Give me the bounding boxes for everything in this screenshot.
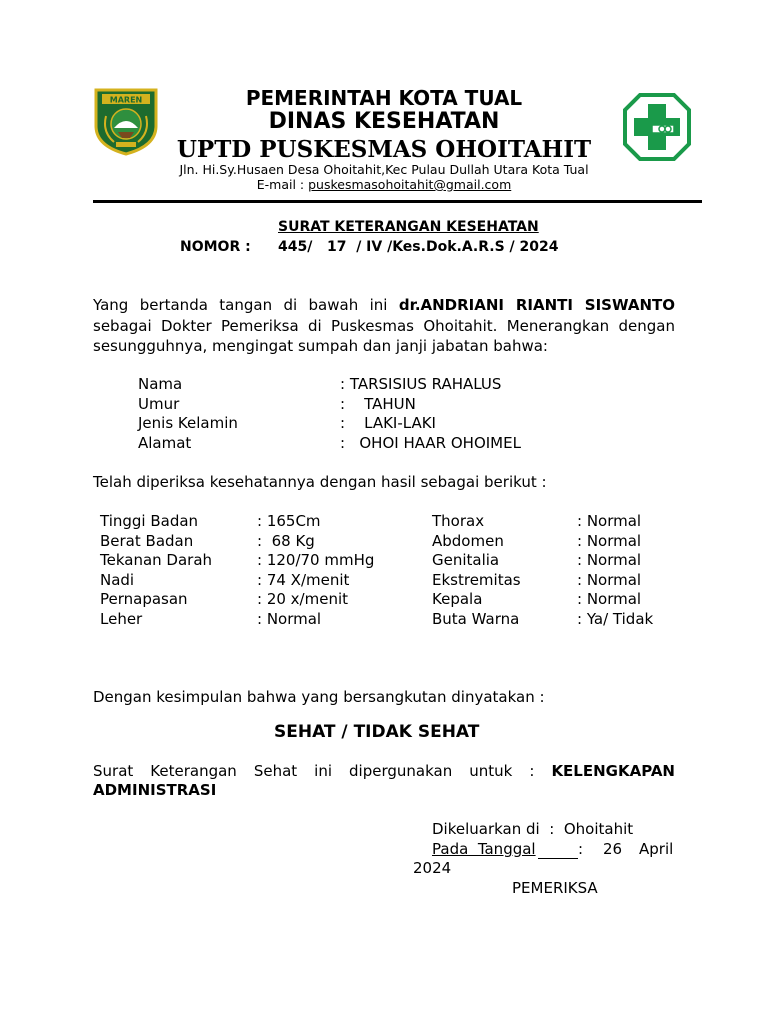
exam-value-abdomen: : Normal [577, 532, 642, 550]
signer-title: PEMERIKSA [512, 879, 598, 897]
exam-label-blood-pressure: Tekanan Darah [100, 551, 213, 569]
identity-label-gender: Jenis Kelamin [138, 414, 238, 432]
exam-value-blood-pressure: : 120/70 mmHg [257, 551, 375, 569]
conclusion-status: SEHAT / TIDAK SEHAT [274, 722, 480, 742]
identity-value-name: : TARSISIUS RAHALUS [340, 375, 502, 393]
purpose-bold-2: ADMINISTRASI [93, 781, 217, 799]
address-line: Jln. Hi.Sy.Husaen Desa Ohoitahit,Kec Pulau Dullah Utara Kota Tual [179, 162, 589, 177]
date-year: 2024 [413, 859, 452, 877]
purpose-bold-1: KELENGKAPAN [551, 762, 675, 780]
nomor-value: 445/ 17 / IV /Kes.Dok.A.R.S / 2024 [278, 239, 559, 255]
doctor-name: dr.ANDRIANI RIANTI SISWANTO [398, 296, 675, 314]
purpose-line-1 [93, 762, 675, 780]
exam-value-respiration: : 20 x/menit [257, 590, 349, 608]
exam-intro: Telah diperiksa kesehatannya dengan hasil sebagai berikut : [93, 473, 547, 491]
intro-text: Yang bertanda tangan di bawah ini [93, 296, 388, 314]
exam-value-head: : Normal [577, 590, 642, 608]
date-month: April [639, 840, 674, 858]
government-name: PEMERINTAH KOTA TUAL [245, 86, 523, 110]
identity-label-name: Nama [138, 375, 183, 393]
exam-label-abdomen: Abdomen [432, 532, 504, 550]
date-label: Pada Tanggal [432, 840, 536, 858]
exam-value-color-blindness: : Ya/ Tidak [577, 610, 654, 628]
header-divider [93, 200, 702, 203]
date-underline-gap [538, 840, 578, 859]
identity-value-gender: : LAKI-LAKI [340, 414, 436, 432]
exam-label-respiration: Pernapasan [100, 590, 188, 608]
exam-value-pulse: : 74 X/menit [257, 571, 350, 589]
date-line [413, 840, 675, 860]
exam-label-genitalia: Genitalia [432, 551, 500, 569]
exam-label-pulse: Nadi [100, 571, 135, 589]
exam-value-extremities: : Normal [577, 571, 642, 589]
document-title: SURAT KETERANGAN KESEHATAN [278, 219, 539, 235]
exam-label-color-blindness: Buta Warna [432, 610, 520, 628]
intro-line-3: sesungguhnya, mengingat sumpah dan janji jabatan bahwa: [93, 337, 548, 355]
nomor-label: NOMOR : [180, 239, 251, 255]
identity-value-age: : TAHUN [340, 395, 416, 413]
intro-line-2: sebagai Dokter Pemeriksa di Puskesmas Ohoitahit. Menerangkan dengan [93, 317, 675, 335]
identity-label-age: Umur [138, 395, 180, 413]
conclusion-intro: Dengan kesimpulan bahwa yang bersangkutan dinyatakan : [93, 688, 545, 706]
logo-text: MAREN [109, 95, 143, 105]
exam-label-extremities: Ekstremitas [432, 571, 521, 589]
date-colon: : [578, 840, 584, 858]
date-day: 26 [603, 840, 623, 858]
exam-label-neck: Leher [100, 610, 143, 628]
department-name: DINAS KESEHATAN [268, 109, 500, 134]
exam-value-weight: : 68 Kg [257, 532, 315, 550]
exam-label-weight: Berat Badan [100, 532, 194, 550]
identity-label-address: Alamat [138, 434, 192, 452]
email-label: E-mail : [256, 177, 309, 192]
exam-label-thorax: Thorax [432, 512, 485, 530]
email-line [0, 177, 768, 192]
issued-at: Dikeluarkan di : Ohoitahit [432, 820, 634, 838]
email-link[interactable]: puskesmasohoitahit@gmail.com [308, 177, 512, 192]
exam-value-neck: : Normal [257, 610, 322, 628]
exam-value-height: : 165Cm [257, 512, 321, 530]
exam-value-thorax: : Normal [577, 512, 642, 530]
exam-value-genitalia: : Normal [577, 551, 642, 569]
exam-label-head: Kepala [432, 590, 483, 608]
intro-line-1 [93, 296, 675, 314]
exam-label-height: Tinggi Badan [100, 512, 199, 530]
institution-name: UPTD PUSKESMAS OHOITAHIT [176, 136, 592, 163]
identity-value-address: : OHOI HAAR OHOIMEL [340, 434, 521, 452]
purpose-text: Surat Keterangan Sehat ini dipergunakan untuk : [93, 762, 535, 780]
